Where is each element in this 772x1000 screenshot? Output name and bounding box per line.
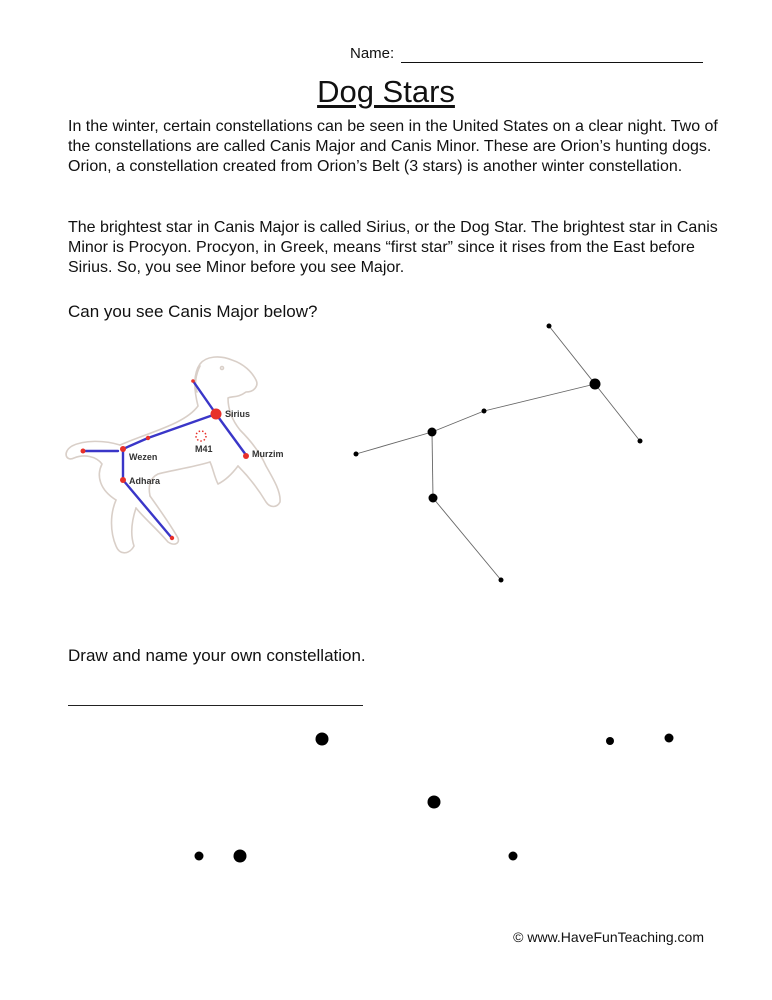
foot-star xyxy=(170,536,174,540)
page-title: Dog Stars xyxy=(317,74,455,109)
wezen-label: Wezen xyxy=(129,452,158,462)
draw-star xyxy=(509,852,518,861)
draw-star xyxy=(316,733,329,746)
question-text: Can you see Canis Major below? xyxy=(68,302,318,321)
murzim-star xyxy=(243,453,249,459)
adhara-star xyxy=(120,477,126,483)
draw-star xyxy=(665,734,674,743)
m41-label: M41 xyxy=(195,444,213,454)
star-map-stars xyxy=(354,324,643,583)
head-star xyxy=(191,379,195,383)
back-star xyxy=(146,436,150,440)
draw-star xyxy=(606,737,614,745)
wezen-star xyxy=(120,446,126,452)
intro-paragraph: In the winter, certain constellations can be seen in the United States on a clear night. Two of the constellations are called Canis Major and Canis Minor. These are Orion’s hunting dogs. Orion, a constellation created from Orion’s Belt (3 stars) is another winter constellation. xyxy=(68,118,718,175)
adhara-label: Adhara xyxy=(129,476,161,486)
sirius-paragraph: The brightest star in Canis Major is called Sirius, or the Dog Star. The brightest star in Canis Minor is Procyon. Procyon, in Greek, means “first star” since it rises from the East before Sirius. So, you see Minor before you see Major. xyxy=(68,219,718,276)
draw-star xyxy=(234,850,247,863)
draw-star xyxy=(195,852,204,861)
constellation-name-line[interactable] xyxy=(68,705,363,706)
draw-star xyxy=(428,796,441,809)
murzim-label: Murzim xyxy=(252,449,284,459)
dog-constellation-lines xyxy=(83,381,246,537)
sirius-star xyxy=(211,409,222,420)
sirius-label: Sirius xyxy=(225,409,251,419)
name-label: Name: xyxy=(350,45,395,62)
copyright-footer: © www.HaveFunTeaching.com xyxy=(513,929,704,945)
draw-prompt: Draw and name your own constellation. xyxy=(68,646,366,665)
m41-cluster-icon xyxy=(196,431,206,441)
star-map-lines xyxy=(356,326,640,580)
drawing-stars xyxy=(195,733,674,863)
tail-star xyxy=(81,449,86,454)
